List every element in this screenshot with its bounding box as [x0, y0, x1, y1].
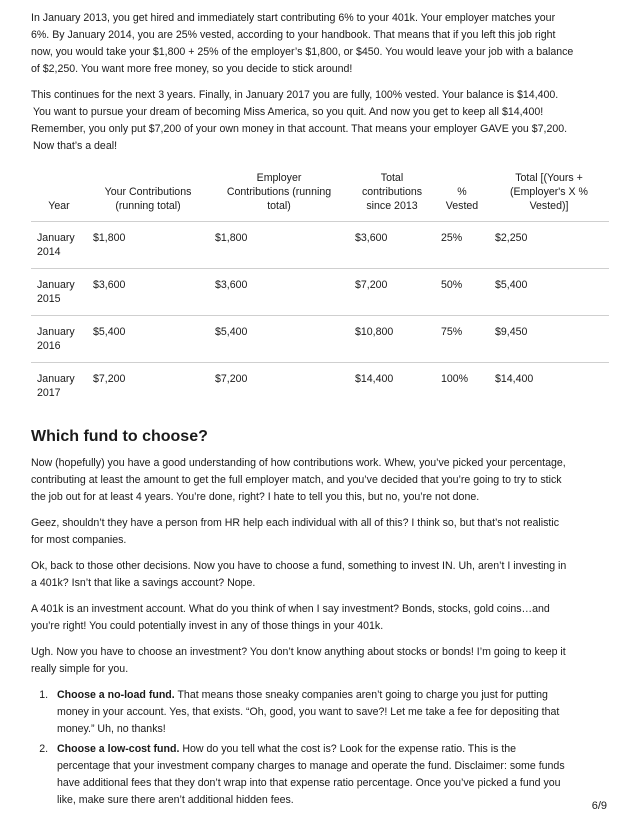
section-heading: Which fund to choose? [31, 428, 208, 445]
text-line: In January 2013, you get hired and immediately start contributing 6% to your 401k. Your employer matches your [31, 12, 556, 24]
header-vested: % Vested [435, 171, 489, 222]
cell-yours: $5,400 [87, 316, 209, 363]
text-line: This continues for the next 3 years. Finally, in January 2017 you are fully, 100% vested. Your balance is $14,400. [31, 89, 559, 101]
cell-final: $14,400 [489, 363, 609, 410]
cell-yours: $1,800 [87, 222, 209, 269]
vesting-table [31, 171, 609, 409]
cell-employer: $1,800 [209, 222, 349, 269]
body-paragraph: Now (hopefully) you have a good understanding of how contributions work. Whew, you’ve picked your percentage, contributing at least the amount to get the full employer match, and you’ve decided that you’re going to try to stick the job out for at least 4 years. You’re done, right? I hate to tell you this, but no, you’re not done. [31, 457, 566, 503]
body-paragraph: Geez, shouldn’t they have a person from HR help each individual with all of this? I think so, but that’s not realistic for most companies. [31, 517, 560, 546]
intro-paragraph-2 [31, 87, 611, 155]
cell-employer: $7,200 [209, 363, 349, 410]
table-row [31, 269, 609, 316]
text-line: 6%. By January 2014, you are 25% vested, according to your handbook. That means that if you left this job right [31, 29, 556, 41]
text-line: Remember, you only put $7,200 of your own money in that account. That means your employer GAVE you $7,200. [31, 123, 568, 135]
cell-vested: 25% [435, 222, 489, 269]
tips-list [31, 687, 611, 809]
page-number: 6/9 [591, 800, 607, 812]
cell-year: January 2014 [31, 222, 87, 269]
cell-final: $9,450 [489, 316, 609, 363]
table-row [31, 222, 609, 269]
header-your-contributions: Your Contributions (running total) [87, 171, 209, 222]
table-row [31, 316, 609, 363]
table-header-row [31, 171, 609, 222]
cell-total: $10,800 [349, 316, 435, 363]
header-total-formula: Total [(Yours + (Employer's X % Vested)] [489, 171, 609, 222]
document-page [31, 10, 611, 812]
text-line: Now that’s a deal! [33, 140, 118, 152]
header-employer-contributions: Employer Contributions (running total) [209, 171, 349, 222]
cell-yours: $7,200 [87, 363, 209, 410]
cell-total: $14,400 [349, 363, 435, 410]
cell-employer: $5,400 [209, 316, 349, 363]
cell-vested: 50% [435, 269, 489, 316]
cell-vested: 75% [435, 316, 489, 363]
cell-yours: $3,600 [87, 269, 209, 316]
text-line: You want to pursue your dream of becoming Miss America, so you quit. And now you get to keep all $14,400! [33, 106, 544, 118]
body-paragraph: Ok, back to those other decisions. Now you have to choose a fund, something to invest IN. Uh, aren’t I investing in a 401k? Isn’t that like a savings account? Nope. [31, 560, 567, 589]
cell-total: $7,200 [349, 269, 435, 316]
body-paragraph: A 401k is an investment account. What do you think of when I say investment? Bonds, stocks, gold coins…and you’re right! You could potentially invest in any of those things in your 401k. [31, 603, 550, 632]
cell-final: $2,250 [489, 222, 609, 269]
text-line: now, you would take your $1,800 + 25% of the employer’s $1,800, or $450. You would leave your job with a balance [31, 46, 574, 58]
list-item: 2. Choose a low-cost fund. How do you tell what the cost is? Look for the expense ratio. This is the percentage that your investment company charges to manage and operate the fund. Disclaimer: some funds have additional fees that they don’t wrap into that expense ratio percentage. Once you’ve picked a fund you like, make sure there aren’t additional hidden fees. [51, 741, 611, 809]
list-item: 1. Choose a no-load fund. That means those sneaky companies aren’t going to charge you just for putting money in your account. Yes, that exists. “Oh, good, you want to save?! Let me take a fee for depositing that money.” Uh, no thanks! [51, 687, 611, 738]
cell-year: January 2016 [31, 316, 87, 363]
table-row [31, 363, 609, 410]
cell-year: January 2017 [31, 363, 87, 410]
header-total-contributions: Total contributions since 2013 [349, 171, 435, 222]
header-year: Year [31, 171, 87, 222]
cell-final: $5,400 [489, 269, 609, 316]
cell-vested: 100% [435, 363, 489, 410]
body-paragraph: Ugh. Now you have to choose an investment? You don’t know anything about stocks or bonds! I’m going to keep it really simple for you. [31, 646, 566, 675]
cell-employer: $3,600 [209, 269, 349, 316]
cell-total: $3,600 [349, 222, 435, 269]
cell-year: January 2015 [31, 269, 87, 316]
intro-paragraph-1 [31, 10, 611, 78]
text-line: of $2,250. You want more free money, so you decide to stick around! [31, 63, 353, 75]
